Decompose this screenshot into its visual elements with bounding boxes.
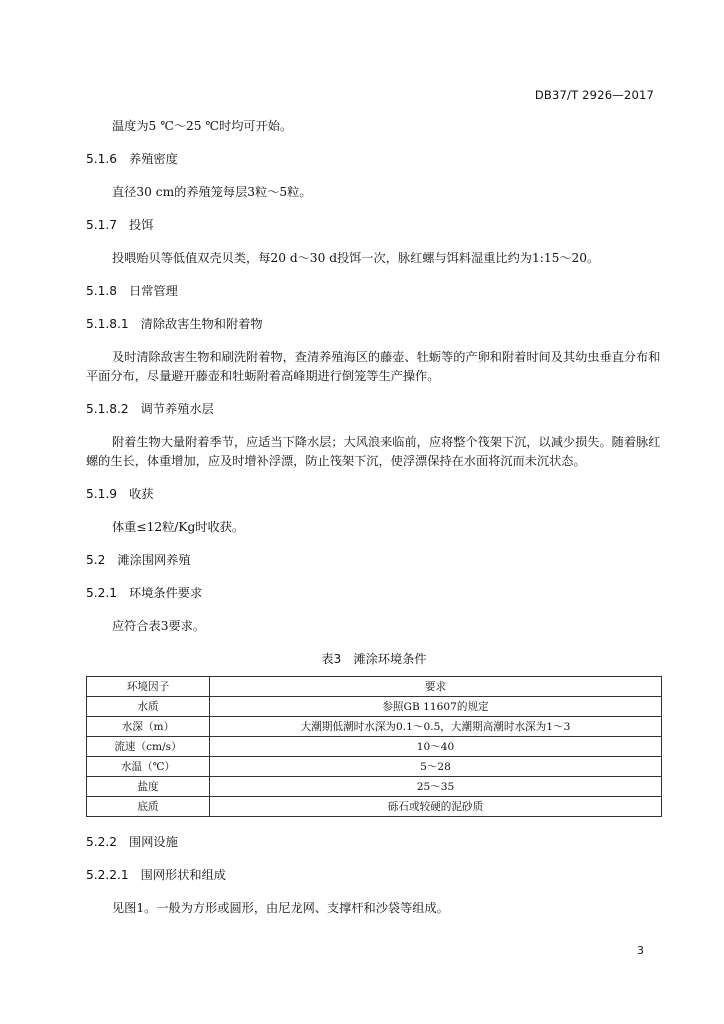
factor-cell: 底质 <box>87 797 210 817</box>
section-number: 5.2.1 <box>86 586 118 600</box>
section-title: 滩涂围网养殖 <box>117 553 191 567</box>
section-heading <box>86 400 662 419</box>
table-header-row <box>87 677 662 697</box>
table-row <box>87 757 662 777</box>
body-sections <box>86 117 662 636</box>
paragraph: 体重≤12粒/Kg时收获。 <box>112 520 245 534</box>
section-number: 5.1.8.2 <box>86 402 129 416</box>
section-title: 清除敌害生物和附着物 <box>140 317 263 331</box>
section-title: 围网形状和组成 <box>140 868 226 882</box>
section-heading <box>86 584 662 603</box>
factor-cell: 水质 <box>87 697 210 717</box>
document-id-header: DB37/T 2926—2017 <box>534 88 654 102</box>
paragraph: 及时清除敌害生物和刷洗附着物，查清养殖海区的藤壶、牡蛎等的产卵和附着时间及其幼虫垂直分布和平面分布，尽量避开藤壶和牡蛎附着高峰期进行倒笼等生产操作。 <box>86 350 661 383</box>
table-row <box>87 777 662 797</box>
section-number: 5.1.6 <box>86 152 118 166</box>
paragraph: 附着生物大量附着季节，应适当下降水层；大风浪来临前，应将整个筏架下沉，以减少损失。随着脉红螺的生长，体重增加，应及时增补浮漂，防止筏架下沉，使浮漂保持在水面将沉而未沉状态。 <box>86 435 661 468</box>
factor-cell: 环境因子 <box>87 677 210 697</box>
table-row <box>87 737 662 757</box>
requirement-cell: 参照GB 11607的规定 <box>210 697 662 717</box>
section-number: 5.1.9 <box>86 487 118 501</box>
section-heading <box>86 282 662 301</box>
environment-table <box>86 676 662 817</box>
section-title: 养殖密度 <box>129 152 178 166</box>
factor-cell: 流速（cm/s） <box>87 737 210 757</box>
section-heading <box>86 866 662 885</box>
requirement-cell: 5～28 <box>210 757 662 777</box>
section-heading <box>86 833 662 852</box>
page-number: 3 <box>637 944 644 957</box>
section-title: 日常管理 <box>129 284 178 298</box>
body-sections-after <box>86 833 662 918</box>
section-heading <box>86 315 662 334</box>
requirement-cell: 10～40 <box>210 737 662 757</box>
paragraph: 直径30 cm的养殖笼每层3粒～5粒。 <box>112 185 312 199</box>
section-title: 收获 <box>129 487 154 501</box>
paragraph: 温度为5 ℃～25 ℃时均可开始。 <box>112 119 293 133</box>
requirement-cell: 要求 <box>210 677 662 697</box>
section-number: 5.2 <box>86 553 106 567</box>
requirement-cell: 砾石或较硬的泥砂质 <box>210 797 662 817</box>
factor-cell: 水深（m） <box>87 717 210 737</box>
section-number: 5.2.2.1 <box>86 868 129 882</box>
paragraph: 投喂贻贝等低值双壳贝类，每20 d～30 d投饵一次，脉红螺与饵料湿重比约为1:15～20。 <box>112 251 600 265</box>
page-content <box>86 117 662 932</box>
factor-cell: 盐度 <box>87 777 210 797</box>
section-title: 围网设施 <box>129 835 178 849</box>
section-number: 5.2.2 <box>86 835 118 849</box>
factor-cell: 水温（℃） <box>87 757 210 777</box>
section-heading <box>86 551 662 570</box>
section-heading <box>86 485 662 504</box>
section-number: 5.1.7 <box>86 218 118 232</box>
requirement-cell: 大潮期低潮时水深为0.1～0.5，大潮期高潮时水深为1～3 <box>210 717 662 737</box>
section-heading <box>86 216 662 235</box>
section-number: 5.1.8 <box>86 284 118 298</box>
paragraph: 应符合表3要求。 <box>112 619 206 633</box>
table-caption: 表3 滩涂环境条件 <box>321 652 427 666</box>
table-row <box>87 717 662 737</box>
table-row <box>87 697 662 717</box>
paragraph: 见图1。一般为方形或圆形，由尼龙网、支撑杆和沙袋等组成。 <box>112 901 449 915</box>
table-row <box>87 797 662 817</box>
section-number: 5.1.8.1 <box>86 317 129 331</box>
requirement-cell: 25～35 <box>210 777 662 797</box>
section-title: 环境条件要求 <box>129 586 203 600</box>
section-title: 投饵 <box>129 218 154 232</box>
section-heading <box>86 150 662 169</box>
section-title: 调节养殖水层 <box>140 402 214 416</box>
